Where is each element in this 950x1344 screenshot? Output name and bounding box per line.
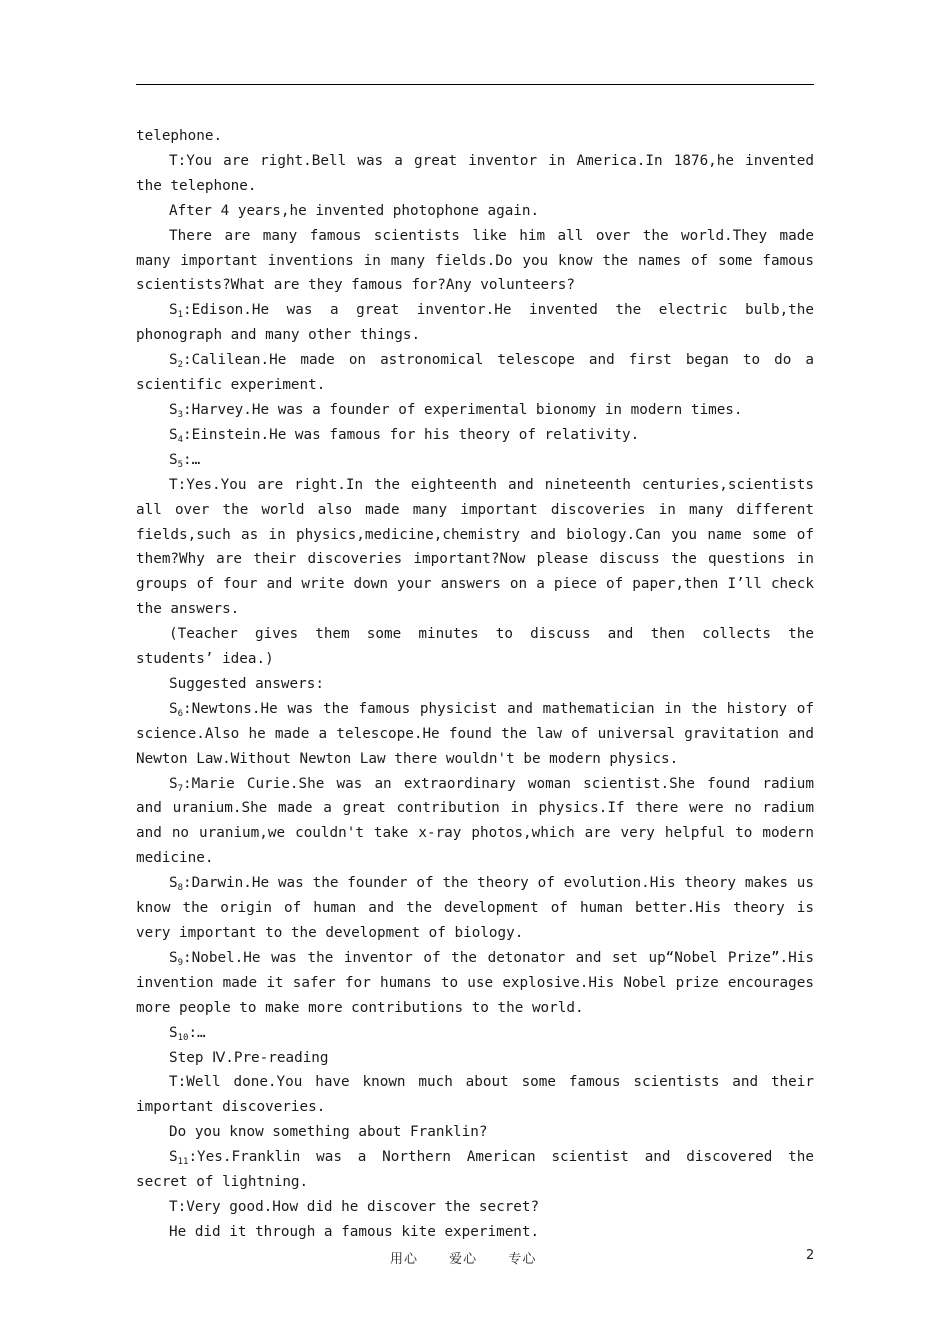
paragraph-text: He did it through a famous kite experiment. <box>169 1223 540 1240</box>
paragraph <box>136 1046 814 1071</box>
speaker-number: 10 <box>177 1032 189 1043</box>
paragraph <box>136 1120 814 1145</box>
paragraph <box>136 1195 814 1220</box>
speaker-label: S <box>169 1024 178 1041</box>
paragraph <box>136 224 814 299</box>
paragraph <box>136 1021 814 1046</box>
speaker-number: 1 <box>177 310 184 321</box>
paragraph-text: T:Very good.How did he discover the secret? <box>169 1198 540 1215</box>
footer-motto <box>390 1248 590 1267</box>
paragraph-text: (Teacher gives them some minutes to discuss and then collects the students’ idea.) <box>136 626 814 668</box>
paragraph-text: T:You are right.Bell was a great inventor in America.In 1876,he invented the telephone. <box>136 152 814 194</box>
paragraph <box>136 946 814 1021</box>
speaker-number: 11 <box>177 1157 189 1168</box>
paragraph <box>136 772 814 872</box>
paragraph <box>136 871 814 946</box>
paragraph <box>136 1145 814 1195</box>
speaker-label: S <box>169 426 178 443</box>
paragraph <box>136 448 814 473</box>
speaker-number: 9 <box>177 957 184 968</box>
header-rule <box>136 84 814 85</box>
paragraph-text: :Marie Curie.She was an extraordinary woman scientist.She found radium and uranium.She made a great contribution in physics.If there were no radium and no uranium,we couldn't take x-ray photos,which are very helpful to modern medicine. <box>136 775 814 867</box>
paragraph <box>136 697 814 772</box>
speaker-number: 4 <box>177 434 184 445</box>
page-number: 2 <box>806 1248 815 1263</box>
paragraph <box>136 1220 814 1245</box>
paragraph <box>136 622 814 672</box>
speaker-number: 7 <box>177 783 184 794</box>
footer-motto-1: 用心 <box>390 1252 419 1267</box>
paragraph-text: :Yes.Franklin was a Northern American scientist and discovered the secret of lightning. <box>136 1149 814 1191</box>
paragraph <box>136 672 814 697</box>
paragraph-text: :Calilean.He made on astronomical telescope and first began to do a scientific experiment. <box>136 352 814 394</box>
paragraph-text: :Einstein.He was famous for his theory of relativity. <box>183 426 640 443</box>
paragraph <box>136 199 814 224</box>
paragraph-text: :… <box>183 451 201 468</box>
paragraph-text: telephone. <box>136 128 223 144</box>
speaker-label: S <box>169 451 178 468</box>
paragraph <box>136 1070 814 1120</box>
paragraph-text: After 4 years,he invented photophone again. <box>169 202 540 219</box>
paragraph-text: T:Well done.You have known much about some famous scientists and their important discoveries. <box>136 1074 814 1116</box>
speaker-label: S <box>169 700 178 717</box>
speaker-label: S <box>169 775 178 792</box>
paragraph-text: :Newtons.He was the famous physicist and mathematician in the history of science.Also he made a telescope.He found the law of universal gravitation and Newton Law.Without Newton Law there wouldn't be modern physics. <box>136 700 814 767</box>
paragraph-text: There are many famous scientists like him all over the world.They made many important inventions in many fields.Do you know the names of some famous scientists?What are they famous for?Any volunteers? <box>136 227 814 294</box>
speaker-label: S <box>169 949 178 966</box>
lesson-transcript <box>136 124 814 1245</box>
paragraph-text: :Harvey.He was a founder of experimental bionomy in modern times. <box>183 401 743 418</box>
footer-motto-2: 爱心 <box>449 1252 478 1267</box>
paragraph-text: :Nobel.He was the inventor of the detonator and set up“Nobel Prize”.His invention made it safer for humans to use explosive.His Nobel prize encourages more people to make more contributions to the world. <box>136 949 814 1016</box>
paragraph-text: :Edison.He was a great inventor.He invented the electric bulb,the phonograph and many other things. <box>136 302 814 344</box>
paragraph-text: :Darwin.He was the founder of the theory of evolution.His theory makes us know the origin of human and the development of human better.His theory is very important to the development of biology. <box>136 875 814 941</box>
speaker-label: S <box>169 352 178 369</box>
paragraph-text: T:Yes.You are right.In the eighteenth and nineteenth centuries,scientists all over the world also made many important discoveries in many different fields,such as in physics,medicine,chemistry and biology.Can you name some of them?Why are their discoveries important?Now please discuss the questions in groups of four and write down your answers on a piece of paper,then I’ll check the answers. <box>136 476 814 618</box>
paragraph <box>136 398 814 423</box>
paragraph <box>136 348 814 398</box>
speaker-label: S <box>169 875 178 892</box>
speaker-label: S <box>169 401 178 418</box>
speaker-number: 5 <box>177 459 184 470</box>
speaker-label: S <box>169 302 178 319</box>
paragraph <box>136 124 814 149</box>
paragraph-text: Step Ⅳ.Pre-reading <box>169 1049 329 1066</box>
speaker-number: 2 <box>177 360 184 371</box>
speaker-number: 3 <box>177 409 184 420</box>
paragraph <box>136 298 814 348</box>
paragraph-text: Do you know something about Franklin? <box>169 1124 488 1141</box>
paragraph-text: Suggested answers: <box>169 675 324 692</box>
footer-motto-3: 专心 <box>508 1252 537 1267</box>
paragraph <box>136 473 814 622</box>
speaker-label: S <box>169 1149 178 1166</box>
speaker-number: 8 <box>177 883 184 894</box>
paragraph-text: :… <box>188 1024 206 1041</box>
paragraph <box>136 423 814 448</box>
speaker-number: 6 <box>177 708 184 719</box>
paragraph <box>136 149 814 199</box>
